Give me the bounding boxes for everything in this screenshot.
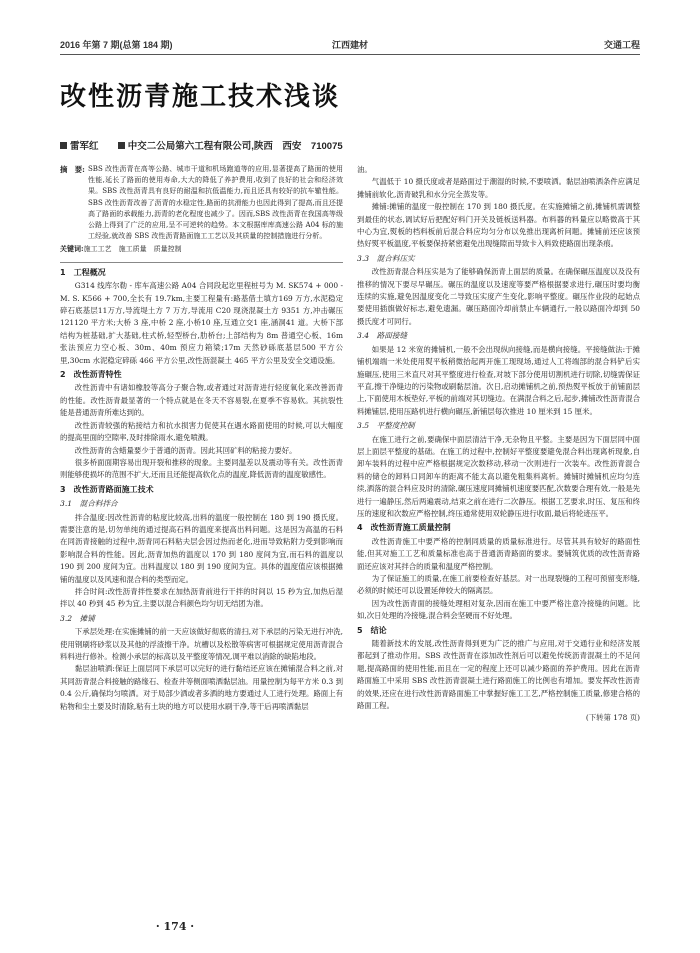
keywords-label: 关键词:: [60, 244, 84, 254]
paragraph: 拌合温度:因改性沥青的粘度比较高,出料的温度一般控制在 180 到 190 摄氏度。需要注意的是,切勿单纯的通过提高石料的温度来提高出料问题。这是因为高温的石料在同沥青接触的过程中,沥青同石料粘夫层会因过热而老化,进而导致粘附力受到影响而影响混合料的性能。因此,沥青加热的温度以 170 到 180 度间为宜,而石料的温度以 190 到 200 度间为宜。出料温度以 180 到 190 度间为宜。具体的温度值应该根据摊铺的温度以及风速和混合料的类型而定。: [60, 512, 343, 584]
abstract: [60, 164, 343, 242]
abstract-rule: [60, 262, 343, 263]
subsection-heading: 3.4 路面接缝: [357, 331, 408, 341]
subsection-heading: 3.2 摊铺: [60, 613, 95, 623]
bullet-square-icon: [60, 142, 67, 149]
paragraph: 很多桥面面期容易出现开裂和推移的现象。主要同温差以及震动等有关。改性沥青则能够使损坏的范围不扩大,还而且还能提高软化点的温度,降低沥青的温度敏感性。: [60, 457, 343, 480]
continuation-note: (下转第 178 页): [585, 713, 640, 723]
page-number: · 174 ·: [155, 920, 195, 933]
paragraph: G314 线库尔勒 - 库车高速公路 A04 合同段起讫里程桩号为 M. SK574 + 000 - M. S. K566 + 700,全长有 19.7km,主要工程量有:路基借土填方169 万方,水泥稳定碎石底基层11万方,导流堤土方 7 万方,导流用 C20 现浇混凝土方 9351 方,冲击碾压 121120 平方米;大桥 3 座,中桥 2 座,小桥10 座,互通立交1 座,涵洞41 道。大桥下部结构为桩基础,扩大基础,柱式桥,轻型桥台,肋桥台;上部结构为 8m 普通空心板、16m 张法预应力空心板、30m、40m 预应力箱梁;17m 天然砂砾底基层500 平方公里,30cm 水泥稳定碎砾 466 平方公里,改性沥混凝土 465 平方公里及安全交通设施。: [60, 281, 343, 365]
paragraph: 气温低于 10 摄氏度或者是路面过于潮湿的时候,不要喷洒。黏层油喷洒条件应满足摊铺前软化,沥青破乳和水分完全蒸发等。: [357, 177, 640, 199]
paragraph: 改性沥青的含蜡量要少于普通的沥青。因此其回矿料的粘接力要好。: [74, 445, 297, 455]
paragraph: 改性沥青混合料压实是为了能够确保沥青上面层的质量。在确保碾压温度以及没有推移的情况下要尽早碾压。碾压的温度以及速度等要严格根据要求进行,碾压时要均衡连续的实施,避免因温度变化二导致压实度产生变化,影响平整度。碾压作业段的起始点要使用插旗做好标志,避免遗漏。碾压路面冷却前禁止车辆通行,一般以路面冷却到 50 摄氏度才可同行。: [357, 267, 640, 326]
right-column: [357, 164, 640, 725]
left-body: [60, 267, 343, 713]
paragraph: 为了保证施工的质量,在施工前要检查好基层。对一出现裂缝的工程可预留变形缝,必须的时候还可以设置延伸较大的隔离层。: [357, 574, 640, 596]
paragraph: 改性沥青中有诸如橡胶等高分子聚合物,或者通过对沥青进行轻度氧化来改善沥青的性能。改性沥青最显著的一个特点就是在冬天不容易裂,在夏季不容易软。其抗裂性能是普通沥青所难达到的。: [60, 383, 343, 418]
paragraph: 因为改性沥青面的接缝处理相对复杂,因而在施工中要严格注意冷接缝的问题。比如,次日处理的冷接缝,混合料会坚硬而不好处理。: [357, 598, 640, 621]
section-name: 交通工程: [603, 40, 640, 50]
subsection-heading: 3.3 混合料压实: [357, 253, 415, 263]
section-heading: 5 结论: [357, 625, 387, 635]
author-name: 雷军红: [70, 141, 99, 152]
paragraph: 拌合时间:改性沥青拌性要求在加热沥青前进行干拌的时间以 15 秒为宜,加热后湿拌以 40 秒到 45 秒为宜,主要以混合料颜色均匀切无结团为准。: [60, 586, 343, 609]
paragraph: 如果是 12 米宽的摊铺机,一般不会出现纵向接缝,而是横向接缝。平接缝做法:于摊铺机端端一米处使用熨平板稍微抬起两开施工现现场,通过人工将端部的混合料铲后实施碾压,使用三米直尺对其平整度进行检查,对坡下部分使用切割机进行切除,切缝需保证平直,擦干净缝边的污染物或刷黏层油。次日,启动摊铺机之前,预热熨平板放于前铺面层上,下面使用木板垫好,平板的前端对其切缝边。在满混合料之后,起步,摊铺改性沥青混合料摊铺层,使用压路机进行横向碾压,新铺层每次推进 10 厘米到 15 厘米。: [357, 344, 640, 416]
journal-name: 江西建材: [331, 40, 368, 50]
right-body: [357, 164, 640, 725]
section-heading: 3 改性沥青路面施工技术: [60, 484, 154, 494]
paragraph: 油。: [357, 165, 372, 174]
subsection-heading: 3.5 平整度控制: [357, 421, 415, 431]
paragraph: 下承层处理:在实施摊铺的前一天应该做好彻底的清扫,对下承层的污染无进行冲洗,使用钢刷将砂浆以及其他的浮渣擦干净。坑槽以及松散等病害可根据规定使用沥青混合料料进行修补。检测小承层的标高以及平整度等情况,调平难以消除的缺陷地段。: [60, 627, 343, 662]
paragraph: 黏层油喷洒:保证上面层同下承层可以完好的进行黏结还应该在摊铺混合料之前,对其同沥青混合料接触的路缘石、检查井等侧面喷洒黏层油。用量控制为每平方米 0.3 到 0.4 公斤,确保均匀喷洒。对于局部少洒或者多洒的地方要通过人工进行处理。路面上有粘物和尘土要及时清除,粘有土块的地方可以使用水刷干净,等干后再喷洒黏层: [60, 664, 343, 711]
paragraph: 随着新技术的发展,改性沥青得到更为广泛的推广与应用,对于交通行业和经济发展都起到了推动作用。SBS 改性沥青在添加改性剂后可以避免传统沥青混凝土的不足问题,提高路面的使用性能,而且在一定的程度上还可以减少路面的养护费用。因此在沥青路面施工中采用 SBS 改性沥青混凝土进行路面施工的比例也有增加。要发挥改性沥青的效果,还应在进行改性沥青路面施工中掌握好施工工艺,严格控制施工质量,修建合格的路面工程。: [357, 639, 640, 711]
abstract-text: SBS 改性沥青在高等公路、城市干道和机场跑道等的应用,显著提高了路面的使用性能,延长了路面的使用寿命,大大的降低了养护费用,收到了良好的社会和经济效果。SBS 改性沥青具有良好的耐温和抗低温能力,而且还具有较好的抗车辙性能。SBS 改性沥青改善了沥青的水稳定性,路面的抗滑能力也因此得到了提高,而且还提高了路面的承载能力,沥青的老化程度也减少了。因而,SBS 改性沥青在我国高等级公路上得到了广泛的应用,呈不可逆转的趋势。本文根据库库高速公路 A04 标的施工经验,就改善 SBS 改性沥青路面施工工艺以及其质量的控制措施进行分析。: [88, 165, 343, 241]
header-rule: [60, 54, 640, 55]
left-column: [60, 164, 343, 713]
section-heading: 4 改性沥青施工质量控制: [357, 523, 451, 533]
issue-info: 2016 年第 7 期(总第 184 期): [60, 40, 173, 50]
author-affiliation: 中交二公局第六工程有限公司,陕西 西安 710075: [127, 141, 343, 152]
article-title: 改性沥青施工技术浅谈: [60, 82, 341, 112]
paragraph: 摊铺:摊铺的温度一般控制在 170 到 180 摄氏度。在实施摊铺之前,摊铺机需调整到最佳的状态,调试好后把配好料门开关及链板送料器。布料器的料量应以略微高于其中心为宜,熨板的档料板前后混合料应均匀分布以免推出现离析问题。摊铺前还应该预热好熨平板温度,平板要保持紧密避免出现缝隙而导致卡入料致使路面出现条痕。: [357, 202, 640, 249]
author-line: [60, 138, 640, 152]
subsection-heading: 3.1 混合料拌合: [60, 499, 118, 509]
section-heading: 2 改性沥青特性: [60, 370, 122, 380]
keywords: [60, 243, 343, 255]
keywords-text: 施工工艺 施工质量 质量控制: [83, 245, 182, 254]
paragraph: 改性沥青较强的粘接结力和抗水损害力促使其在遇水路面使用的时候,可以大幅度的提高里面的空隙率,及时排除雨水,避免喷溅。: [60, 420, 343, 443]
section-heading: 1 工程概况: [60, 267, 106, 277]
paragraph: 改性沥青施工中要严格的控制同质量的质量标准进行。尽管其具有较好的路面性能,但其对施工工艺和质量标准也高于普通沥青路面的要求。要铺筑优质的改性沥青路面还应该对其拌合的质量和温度严格控制。: [357, 536, 640, 571]
running-header: [60, 38, 640, 52]
paragraph: 在施工进行之前,要确保中面层清洁干净,无杂物且平整。主要是因为下面层同中面层上面层平整度的基础。在施工的过程中,控制好平整度要避免混合料出现离析现象,自卸车装料的过程中应严格根据规定次数移动,移动一次则进行一次装车。改性沥青混合料的储仓的卸料口同卸车的距离不能太高以避免粗集料离析。摊铺时摊铺机应均匀连续,洒落的混合料应及时的清除,碾压速度同摊铺机速度要匹配,次数要合理有效,一般是先进行一遍静压,然后两遍震动,结束之前在进行二次静压。根据工艺要求,时压、复压和终压的速度和次数应严格控制,终压通常使用双轮静压进行收面,最后将轮迹压平。: [357, 434, 640, 518]
bullet-square-icon: [118, 142, 125, 149]
abstract-label: 摘 要:: [60, 165, 85, 174]
